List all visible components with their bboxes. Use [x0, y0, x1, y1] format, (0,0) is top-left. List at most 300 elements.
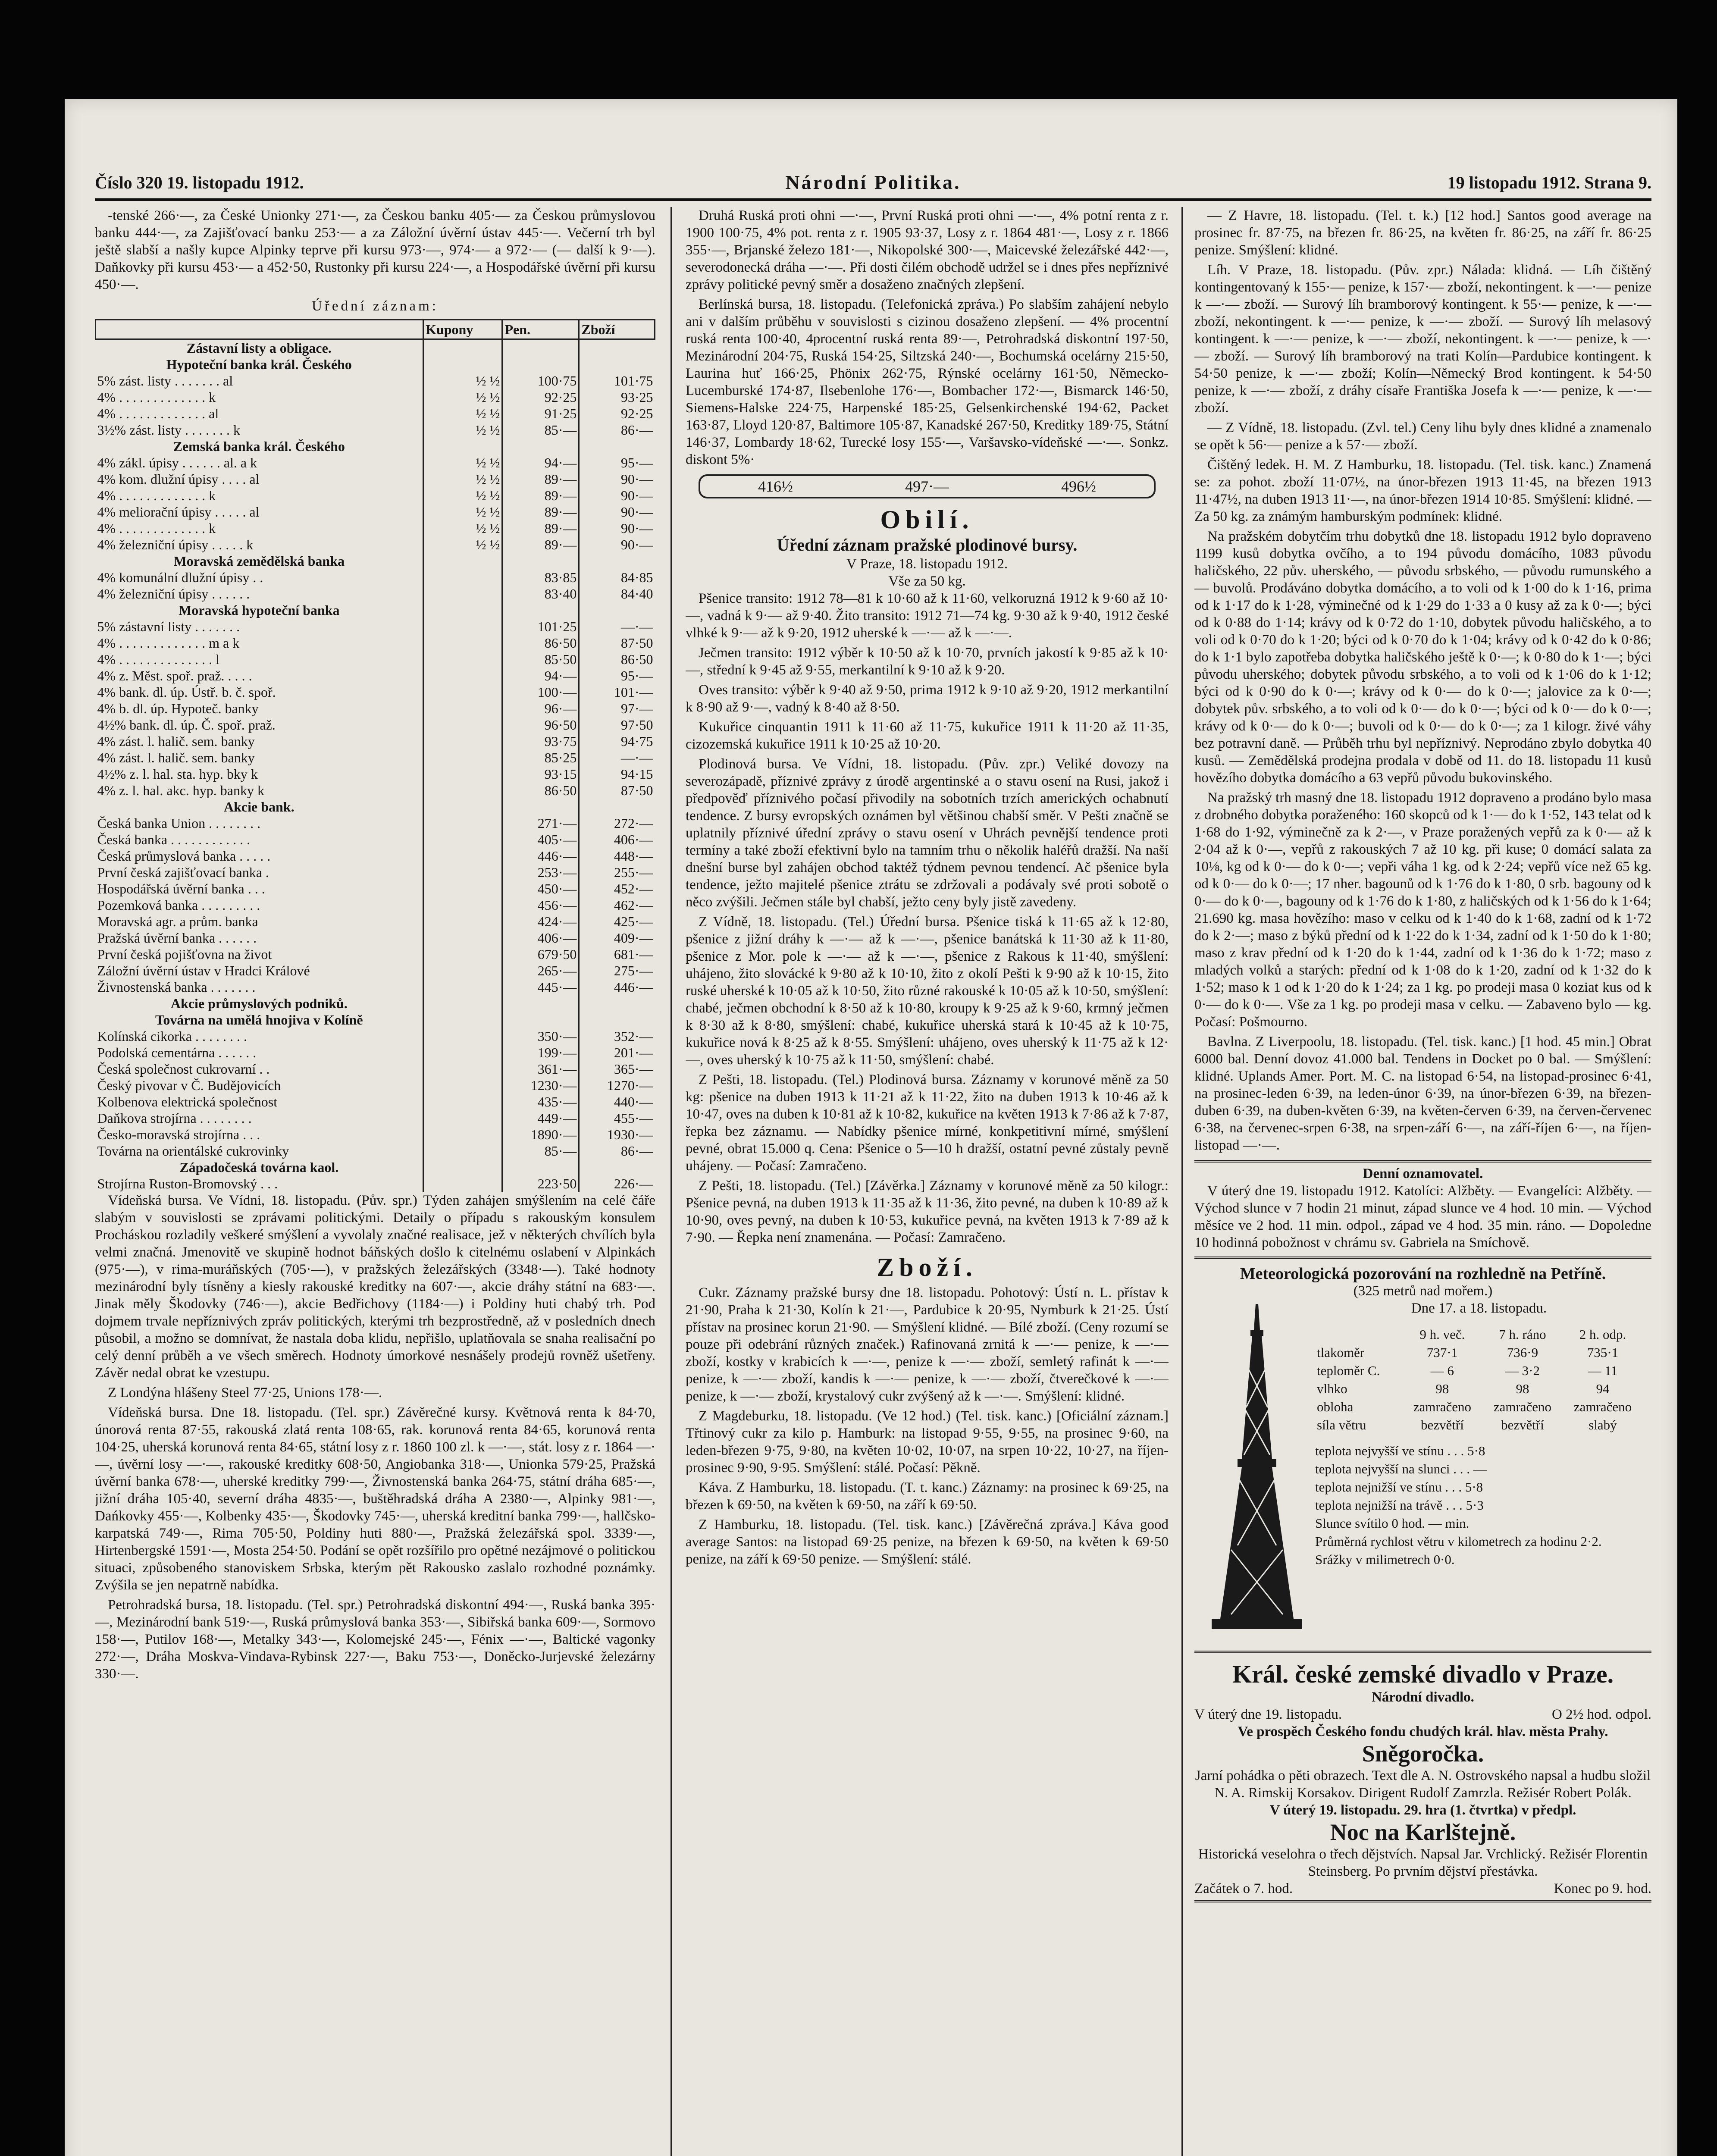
- quote-money: 446·—: [502, 848, 579, 864]
- meteo-date: Dne 17. a 18. listopadu.: [1411, 1300, 1547, 1316]
- quote-goods: 226·—: [579, 1175, 655, 1192]
- quote-coupons: [423, 717, 502, 733]
- quotes-table-row: [96, 1126, 655, 1143]
- quotes-table-row: [96, 405, 655, 422]
- quotes-table-row: [96, 913, 655, 930]
- quotes-table-row: [96, 995, 655, 1012]
- quote-coupons: [423, 356, 502, 373]
- quote-name: 4½% bank. dl. úp. Č. spoř. praž.: [97, 717, 276, 733]
- meteo-value: bezvětří: [1420, 1417, 1464, 1432]
- article-paragraph: Z Londýna hlášeny Steel 77·25, Unions 178·—.: [108, 1385, 382, 1401]
- quote-coupons: [423, 766, 502, 782]
- quote-name: Záložní úvěrní ústav v Hradci Králové: [97, 963, 310, 978]
- quote-name: Zástavní listy a obligace.: [186, 340, 332, 356]
- quote-coupons: ½ ½: [423, 373, 502, 389]
- column-rule: [1181, 207, 1183, 2156]
- quote-goods: 84·40: [579, 586, 655, 602]
- quote-name: 4% kom. dlužní úpisy . . . . al: [97, 471, 260, 487]
- petrin-tower-icon: [1207, 1304, 1307, 1632]
- quote-money: 96·—: [502, 700, 579, 717]
- quotes-table-row: [96, 553, 655, 569]
- quotes-table-row: [96, 618, 655, 635]
- quote-coupons: [423, 864, 502, 881]
- quote-coupons: ½ ½: [423, 536, 502, 553]
- quote-goods: [579, 799, 655, 815]
- quotes-table-row: [96, 602, 655, 618]
- price-bar-value: 416½: [758, 478, 793, 495]
- quote-money: 89·—: [502, 520, 579, 536]
- quote-goods: 201·—: [579, 1044, 655, 1061]
- quote-name: Továrna na orientálské cukrovinky: [97, 1143, 289, 1159]
- quotes-table-row: [96, 586, 655, 602]
- theatre-benefit: Ve prospěch Českého fondu chudých král. hlav. města Prahy.: [1238, 1724, 1608, 1739]
- quote-money: 89·—: [502, 504, 579, 520]
- quotes-table-row: [96, 979, 655, 995]
- obili-date: V Praze, 18. listopadu 1912.: [846, 556, 1008, 572]
- quote-name: 4% zákl. úpisy . . . . . . al. a k: [97, 455, 257, 470]
- meteo-col-label: 7 h. ráno: [1499, 1327, 1546, 1342]
- meteo-extra-line: teplota nejvyšší na slunci . . . —: [1315, 1461, 1487, 1476]
- cotton-report: Bavlna. Z Liverpoolu, 18. listopadu. (Tel. tisk. kanc.) [1 hod. 45 min.] Obrat 6000 bal. Denní dovoz 41.000 bal. Tendens in Docket po 0 bal. — Smýšlení: klidné. Uplands Amer. Port. M. C. na listopad 6·54, na listopad-prosinec 6·41, na prosinec-leden 6·39, na leden-únor 6·39, na únor-březen 6·39, na březen-duben 6·39, na duben-květen 6·39, na květen-červen 6·39, na červen-červenec 6·38, na červenec-srpen 6·38, na srpen-září 6·—, na září-říjen 6·—, na říjen-listopad —·—.: [1194, 1034, 1651, 1153]
- quotes-table-row: [96, 1044, 655, 1061]
- quote-coupons: ½ ½: [423, 487, 502, 504]
- quotes-table-row: [96, 504, 655, 520]
- quotes-table-row: [96, 831, 655, 848]
- quote-coupons: [423, 1012, 502, 1028]
- quote-money: [502, 339, 579, 357]
- meat-market-report: Na pražský trh masný dne 18. listopadu 1912 dopraveno a prodáno bylo masa z drobného dobytka poraženého: 160 skopců od k 1·— do k 1·52, 143 telat od k 1·68 do 1·92, výminečně za k 2·—, v Praze poražených vepřů za k 0·— až k 2·04 až k 0·—, vepřů z rakouských 7 až 10 kg. při kuse; 0 domácí salata za 10⅛, kg od k 0·— do k 0·—; vepři váha 1 kg. od k 2·24; vepřů více než 65 kg. od k 0·— do k 0·—; 17 nher. bagounů od k 1·76 do k 1·80, 0 srb. bagouny od k 0·— do k 0·—, bagouny od k 1·76 do k 1·80, z haličských od k 1·56 do k 1·64; 21.690 kg. masa hovězího: maso v celku od k 1·40 do k 1·68, zadní od k 1·72 do k 2·—; maso z býků přední od k 1·22 do k 1·34, zadní od k 1·50 do k 1·80; maso z krav přední od k 1·20 do k 1·44, zadní od k 1·36 do k 1·72; maso z mladých volků a starých: přední od k 1·08 do k 1·20, zadní od k 1·32 do k 1·52; maso k 1 od k 1·20 do k 1·24; za 1 kg. po prodeji masa 0 koziat kus od k 0·— do k 0·—. Vše za 1 kg. po prodeji masa v celku. — Zabaveno bylo — kg. Počasí: Pošmourno.: [1194, 790, 1651, 1030]
- quotes-table-row: [96, 897, 655, 913]
- quote-goods: [579, 339, 655, 357]
- quote-coupons: ½ ½: [423, 520, 502, 536]
- quotes-table-body: [96, 339, 655, 1192]
- quote-coupons: [423, 339, 502, 357]
- theatre-performance-line: [1194, 1706, 1651, 1723]
- quotes-table-row: [96, 733, 655, 749]
- quote-coupons: [423, 1077, 502, 1094]
- quotes-table-row: [96, 717, 655, 733]
- quote-goods: 1270·—: [579, 1077, 655, 1094]
- col2-intro: Druhá Ruská proti ohni —·—, První Ruská proti ohni —·—, 4% potní renta z r. 1900 100·75, 4% pot. renta z r. 1905 93·37, Losy z r. 1864 481·—, Losy z r. 1866 355·—, Brjanské železo 181·—, Nikopolské 300·—, Maicevské železářské 442·—, severodonecká dráha —·—. Při dosti čilém obchodě udržel se i dnes přes nepříznivé zprávy politické pevný směr a dosaženo značných zlepšení.: [686, 208, 1169, 292]
- quote-name: 4% b. dl. úp. Hypoteč. banky: [97, 701, 259, 716]
- meteo-row: [1315, 1344, 1643, 1362]
- quote-money: 86·50: [502, 782, 579, 799]
- quotes-table-row: [96, 1028, 655, 1044]
- quote-money: 253·—: [502, 864, 579, 881]
- quote-goods: [579, 438, 655, 454]
- quote-coupons: [423, 733, 502, 749]
- meteo-row: [1315, 1380, 1643, 1398]
- meteo-value: 98: [1435, 1381, 1449, 1396]
- quote-goods: 440·—: [579, 1094, 655, 1110]
- quote-name: Česká banka Union . . . . . . . .: [97, 815, 261, 831]
- quotes-table-row: [96, 454, 655, 471]
- quote-money: 100·—: [502, 684, 579, 700]
- meteo-value: zamračeno: [1573, 1399, 1632, 1414]
- quote-name: Akcie bank.: [223, 799, 295, 815]
- quote-coupons: [423, 799, 502, 815]
- quote-coupons: ½ ½: [423, 454, 502, 471]
- quote-goods: 97·—: [579, 700, 655, 717]
- quote-money: 449·—: [502, 1110, 579, 1126]
- quote-coupons: [423, 1044, 502, 1061]
- quote-name: Česká banka . . . . . . . . . . . .: [97, 832, 251, 847]
- page-header: [95, 168, 1651, 201]
- quote-goods: 425·—: [579, 913, 655, 930]
- quote-money: 92·25: [502, 389, 579, 405]
- quote-money: 89·—: [502, 471, 579, 487]
- berlin-bourse: Berlínská bursa, 18. listopadu. (Telefonická zpráva.) Po slabším zahájení nebylo ani v dalším průběhu v souvislosti s cizinou dosaženo zlepšení. — 4% procentní ruská renta 100·40, 4procentní ruská renta 89·—, Petrohradská diskontní 197·50, Mezinárodní 204·75, Ruská 154·25, Siltzská 240·—, Bochumská ocelárny 215·50, Laurina huť 166·25, Phönix 262·75, Rýnské ocelárny 161·50, Německo-Lucemburské 174·87, Ilsebenlohe 176·—, Bombacher 172·—, Bismarck 146·50, Siemens-Halske 224·75, Harpenské 185·25, Gelsenkirchenské 194·62, Packet 163·87, Lloyd 120·87, Baltimore 105·87, Kanadské 267·50, Kreditky 189·75, Státní 146·37, Lombardy 18·62, Turecké losy 155·—, Varšavsko-vídeňské —·—. Sonkz. diskont 5%·: [686, 297, 1169, 467]
- obili-paragraph: Z Vídně, 18. listopadu. (Tel.) Úřední bursa. Pšenice tiská k 11·65 až k 12·80, pšenice z jižní dráhy k —·— až k —·—, pšenice banátská k 11·30 až k 11·80, pšenice z Mor. pole k —·— až k —·—, pšenice z Rakous k 11·40, smýšlení: uhájeno, žito slovácké k 9·80 až k 10·10, žito z okolí Pešti k 9·90 až k 10·15, žito ruské uherské k 10·05 až k 10·50, žito různé rakouské k 10·05 až k 10·50, smýšlení: chabé, ječmen obchodní k 8·50 až k 10·80, kroupy k 9·25 až k 9·60, krmný ječmen k 8·30 až k 8·80, smýšlení: chabé, kukuřice uherská stará k 10·45 až k 10·75, kukuřice nová k 8·25 až k 8·55. Smýšlení: uhájeno, oves uherský k 11·75 až k 12·—, oves uherský k 10·75 až k 11·50, smýšlení: chabé.: [686, 914, 1169, 1068]
- quote-money: 1890·—: [502, 1126, 579, 1143]
- play-description: Jarní pohádka o pěti obrazech. Text dle A. N. Ostrovského napsal a hudbu složil N. A. Rimskij Korsakov. Dirigent Rudolf Zamrzla. Režisér Robert Polák.: [1195, 1768, 1651, 1801]
- quote-goods: 409·—: [579, 930, 655, 946]
- quote-goods: 452·—: [579, 881, 655, 897]
- quote-coupons: [423, 553, 502, 569]
- quote-name: Hypoteční banka král. Českého: [166, 357, 352, 372]
- meteo-extra-line: teplota nejnižší ve stínu . . . 5·8: [1315, 1479, 1483, 1495]
- meteo-extra-line: Slunce svítilo 0 hod. — min.: [1315, 1516, 1469, 1531]
- quote-goods: 94·15: [579, 766, 655, 782]
- quote-coupons: [423, 667, 502, 684]
- lih-vienna-report: — Z Vídně, 18. listopadu. (Zvl. tel.) Ceny lihu byly dnes klidné a znamenalo se opět k 56·— penize a k 57·— zboží.: [1194, 420, 1651, 453]
- quote-money: 424·—: [502, 913, 579, 930]
- meteo-value: 98: [1516, 1381, 1529, 1396]
- quote-money: 94·—: [502, 667, 579, 684]
- quote-goods: 255·—: [579, 864, 655, 881]
- quotes-table: [95, 319, 655, 1192]
- quote-name: 4% . . . . . . . . . . . . . . l: [97, 652, 220, 667]
- quote-money: 271·—: [502, 815, 579, 831]
- quote-goods: [579, 1159, 655, 1175]
- theatre-end: Konec po 9. hod.: [1554, 1881, 1651, 1896]
- quote-name: 4% . . . . . . . . . . . . . m a k: [97, 635, 240, 651]
- meteo-value: 736·9: [1507, 1345, 1538, 1360]
- quote-name: Moravská zemědělská banka: [173, 553, 345, 569]
- theatre-start: Začátek o 7. hod.: [1194, 1881, 1293, 1896]
- zbozi-paragraph: Z Magdeburku, 18. listopadu. (Ve 12 hod.) (Tel. tisk. kanc.) [Oficiální záznam.] Třtinový cukr za kilo p. Hamburk: na listopad 9·55, 9·55, na prosinec 9·60, na leden-březen 9·75, 9·80, na květen 10·02, 10·07, na srpen 10·22, 10·27, na říjen-prosinec 9·90, 9·95. Smýšlení: stálé. Počasí: Pěkně.: [686, 1408, 1169, 1476]
- meteo-value: — 6: [1430, 1363, 1454, 1378]
- obili-paragraph: Z Pešti, 18. listopadu. (Tel.) Plodinová bursa. Záznamy v korunové měně za 50 kg: pšenice na duben 1913 k 11·21 až k 11·22, žito na duben 1913 k 10·46 až k 10·47, oves na duben k 10·81 až k 10·82, kukuřice na květen 1913 k 7·86 až k 7·87, řepka bez záznamu. — Nabídky pšenice mírné, konkpetitivní mírné, smýšlení pevné, obrat 15.000 q. Cena: Pšenice o 5—10 h dražší, ostatní pevné zůstaly pevně uhájeny. — Počasí: Zamračeno.: [686, 1072, 1169, 1174]
- quote-money: 101·25: [502, 618, 579, 635]
- quote-goods: 406·—: [579, 831, 655, 848]
- quote-money: 85·—: [502, 1143, 579, 1159]
- quotes-table-row: [96, 962, 655, 979]
- quote-goods: [579, 553, 655, 569]
- quote-coupons: [423, 1159, 502, 1175]
- quote-name: 4% zást. l. halič. sem. banky: [97, 750, 255, 765]
- meteo-col-label: 2 h. odp.: [1579, 1327, 1626, 1342]
- quotes-table-row: [96, 520, 655, 536]
- havre-report: — Z Havre, 18. listopadu. (Tel. t. k.) [12 hod.] Santos good average na prosinec fr. 87·75, na březen fr. 86·25, na květen fr. 86·25, na září fr. 86·25 penize. Smýšlení: klidné.: [1194, 208, 1651, 258]
- meteo-value: zamračeno: [1413, 1399, 1472, 1414]
- article-paragraph: Vídeňská bursa. Dne 18. listopadu. (Tel. spr.) Závěrečné kursy. Květnová renta k 84·70, únorová renta 87·55, rakouská zlatá renta 108·65, rak. korunová renta 84·65, korunová renta 104·25, uherská korunová renta 84·65, státní losy z r. 1860 100 zl. k —·—, stát. losy z r. 1864 —·—, úvěrní losy —·—, rakouské kreditky 608·50, Angiobanka 318·—, Unionka 579·25, Pražská úvěrní banka 678·—, uherské kreditky 799·—, Živnostenská banka 264·75, státní dráha 685·—, jižní dráha 105·40, severní dráha 4835·—, buštěhradská dráha A 2380·—, Alpinky 981·—, Dańkovky 455·—, Kolbenky 435·—, Škodovky 745·—, uherská kreditní banka 799·—, hallčsko-karpatská 749·—, Rima 705·50, Poldiny huti 880·—, Pražská železářská spol. 3339·—, Hirtenbergské 1591·—, Mosta 254·50. Podání se opět rozšířilo pro opětné nezájmové o politickou situaci, způsobeného stanoviskem Srbska, kterým pět Rakousko zaslalo rozhodné poznámky. Zvýšila se jen nepatrně nabídka.: [95, 1405, 655, 1593]
- quote-money: 85·—: [502, 422, 579, 438]
- quote-name: 4% komunální dlužní úpisy . .: [97, 570, 263, 585]
- quote-money: 350·—: [502, 1028, 579, 1044]
- quote-goods: 90·—: [579, 471, 655, 487]
- quotes-table-row: [96, 339, 655, 357]
- theatre-title: Král. české zemské divadlo v Praze.: [1232, 1660, 1614, 1688]
- cattle-market-report: Na pražském dobytčím trhu dobytků dne 18. listopadu 1912 bylo dopraveno 1199 kusů dobytka ovčího, a to 194 původu domácího, 1083 původu haličského, 22 pův. uherského, — původu srbského, — původu rumunského a — buvolů. Prodáváno dobytka domácího, a to voli od k 1·00 do k 1·16, prima od k 1·17 do k 1·28, výminečné od k 1·29 do 1·33 a 0 kusy až za k 0·—; býci od k 0·88 do 1·14; krávy od k 0·72 do 1·10, dobytek původu haličského, a to voli od k 0·70 do k 1·20; býci od k 0·70 do k 1·04; krávy od k 0·42 do k 0·86; do k 1·1 bylo zapotřeba dobytka haličského ještě k 0·—; k 0·80 do k 1·—; býci původu uherského; dobytek původu srbského, a to voli od k 1·06 do k 1·12; býci od k 0·90 do k 0·—; krávy od k 0·— do k 0·—; jalovice za k 0·—; dobytek pův. srbského, a to voli od k 0·— do k 0·—; býci od k 0·— do k 0·—; krávy od k 0·— do k 0·—; buvoli od k 0·— do k 0·—; za 1 kilogr. živé váhy bez potravní daně. — Průběh trhu byl nepříznivý. Neprodáno zbylo dobytka 40 kusů. — Zemědělská prodejna prodala v době od 11. do 18. listopadu 11 kusů hovězího dobytka domácího a 63 vepřů původu bukovinského.: [1194, 529, 1651, 786]
- quote-coupons: [423, 782, 502, 799]
- quote-money: 91·25: [502, 405, 579, 422]
- quote-name: Daňkova strojírna . . . . . . . .: [97, 1110, 252, 1126]
- header-left: Číslo 320 19. listopadu 1912.: [95, 173, 304, 192]
- quote-name: Strojírna Ruston-Bromovský . . .: [97, 1176, 278, 1191]
- price-bar-value: 497·—: [905, 478, 949, 495]
- quote-coupons: [423, 962, 502, 979]
- quote-money: 93·75: [502, 733, 579, 749]
- quote-coupons: [423, 815, 502, 831]
- meteo-extra-line: teplota nejvyšší ve stínu . . . 5·8: [1315, 1443, 1485, 1458]
- quote-name: Česká průmyslová banka . . . . .: [97, 848, 271, 864]
- quotes-table-row: [96, 881, 655, 897]
- quote-name: Český pivovar v Č. Budějovicích: [97, 1078, 281, 1093]
- quote-money: 445·—: [502, 979, 579, 995]
- quote-money: [502, 995, 579, 1012]
- zbozi-paragraph: Cukr. Záznamy pražské bursy dne 18. listopadu. Pohotový: Ústí n. L. přístav k 21·90, Praha k 21·30, Kolín k 21·—, Pardubice k 20·95, Nymburk k 21·25. Ústí přístav na prosinec korun 21·90. — Smýšlení klidné. — Bílé zboží. (Ceny rozumí se pouze při odebrání různých značek.) Rafinovaná zrnitá k —·— penize, k —·— zboží, kostky v krabicích k —·—, penize k —·— zboží, semletý rafinát k —·— penize, k —·— zboží, kandis k —·— penize, k —·— zboží, čtverečkové k —·— penize, k —·— zboží, krystalový cukr zvýšený až k —·—. Smýšlení: klidné.: [686, 1285, 1169, 1404]
- zbozi-articles: [686, 1284, 1169, 1568]
- quote-name: Kolínská cikorka . . . . . . . .: [97, 1028, 247, 1044]
- quote-coupons: [423, 946, 502, 962]
- quote-coupons: [423, 1094, 502, 1110]
- quote-coupons: [423, 586, 502, 602]
- meteo-value: — 11: [1588, 1363, 1618, 1378]
- quote-name: Česká společnost cukrovarní . .: [97, 1061, 270, 1077]
- quotes-table-row: [96, 1077, 655, 1094]
- quotes-table-row: [96, 389, 655, 405]
- quotes-header-cell: Pen.: [502, 320, 579, 339]
- meteo-extra-line: Srážky v milimetrech 0·0.: [1315, 1552, 1455, 1567]
- column-1: [95, 207, 655, 2156]
- meteo-value: bezvětří: [1501, 1417, 1544, 1432]
- header-masthead: Národní Politika.: [785, 171, 961, 193]
- quote-name: Moravská agr. a prům. banka: [97, 914, 258, 929]
- quote-money: [502, 553, 579, 569]
- meteo-value: 94: [1596, 1381, 1610, 1396]
- meteo-row-label: tlakoměr: [1317, 1345, 1365, 1360]
- quote-money: 93·15: [502, 766, 579, 782]
- daily-calendar: [1194, 1160, 1651, 1259]
- ledek-report: Čištěný ledek. H. M. Z Hamburku, 18. listopadu. (Tel. tisk. kanc.) Znamená se: za pohot. zboží 11·07½, na únor-březen 1913 11·45, na březen 1913 11·47½, na duben 1913 11·—, na únor-březen 1914 10·85. Smýšlení: klidné. — Za 50 kg. za známým hamburským podmínek: klidné.: [1194, 457, 1651, 524]
- quote-name: 4% železniční úpisy . . . . . .: [97, 586, 250, 602]
- quote-name: Pozemková banka . . . . . . . . .: [97, 897, 260, 913]
- meteo-title: Meteorologická pozorování na rozhledně na Petříně.: [1240, 1265, 1606, 1283]
- quote-name: 5% zástavní listy . . . . . . .: [97, 619, 240, 634]
- quote-goods: 275·—: [579, 962, 655, 979]
- quotes-table-row: [96, 635, 655, 651]
- quote-name: Hospodářská úvěrní banka . . .: [97, 881, 265, 896]
- meteo-table: [1315, 1326, 1643, 1434]
- theatre-times: [1194, 1880, 1651, 1897]
- quotes-table-row: [96, 373, 655, 389]
- quote-name: 4% meliorační úpisy . . . . . al: [97, 504, 260, 520]
- lih-report: Líh. V Praze, 18. listopadu. (Pův. zpr.) Nálada: klidná. — Líh čištěný kontingentovaný k 155·— penize, k 157·— zboží, nekontingent. k —·— penize k —·— zboží. — Surový líh bramborový kontingent. k 55·— penize, k —·— zboží, nekontingent. k —·— penize, k —·— zboží. — Surový líh melasový kontingent. k —·— penize, k —·— zboží, nekontingent. k —·— penize, k —·— zboží. — Surový líh bramborový na trati Kolín—Pardubice kontingent. k 54·50 penize, k —·— zboží; Kolín—Německý Brod kontingent. k 54·50 penize, k —·— zboží, z dráhy císaře Františka Josefa k —·— penize, k —·— zboží.: [1194, 262, 1651, 416]
- quote-money: 435·—: [502, 1094, 579, 1110]
- quote-money: [502, 602, 579, 618]
- quote-coupons: [423, 438, 502, 454]
- meteo-row-label: vlhko: [1317, 1381, 1347, 1396]
- quote-money: 89·—: [502, 536, 579, 553]
- meteo-row-label: obloha: [1317, 1399, 1354, 1414]
- obili-unit: Vše za 50 kg.: [888, 573, 966, 589]
- column-2: [686, 207, 1169, 2156]
- quote-name: Továrna na umělá hnojiva v Kolíně: [155, 1012, 363, 1028]
- meteo-block: [1194, 1300, 1651, 1645]
- obili-paragraph: Z Pešti, 18. listopadu. (Tel.) [Závěrka.] Záznamy v korunové měně za 50 kilogr.: Pšenice pevná, na duben 1913 k 11·35 až k 11·36, žito pevné, na duben k 10·89 až k 10·90, oves pevný, na duben k 10·53, kukuřice pevná, na květen 1913 k 7·89 až k 7·90. — Řepka není znamenána. — Počasí: Zamračeno.: [686, 1178, 1169, 1245]
- quotes-header-cell: Kupony: [423, 320, 502, 339]
- obili-heading: Obilí.: [880, 505, 974, 534]
- quote-coupons: [423, 1028, 502, 1044]
- quote-money: 199·—: [502, 1044, 579, 1061]
- quote-goods: 365·—: [579, 1061, 655, 1077]
- quote-goods: 448·—: [579, 848, 655, 864]
- quote-coupons: [423, 618, 502, 635]
- quote-money: [502, 438, 579, 454]
- meteo-value: zamračeno: [1493, 1399, 1552, 1414]
- quotes-table-row: [96, 864, 655, 881]
- theatre-time: O 2½ hod. odpol.: [1552, 1707, 1651, 1722]
- quote-name: První česká zajišťovací banka .: [97, 865, 269, 880]
- calendar-title: Denní oznamovatel.: [1363, 1166, 1483, 1181]
- quote-goods: 90·—: [579, 520, 655, 536]
- meteo-row: [1315, 1362, 1643, 1380]
- obili-paragraph: Plodinová bursa. Ve Vídni, 18. listopadu. (Pův. zpr.) Veliké dovozy na severozápadě, příznivé zprávy z úrodě argentinské a o stavu osení na Rusi, jakož i předpověď příznivého počasí přivodily na sobotních trzích amerických ochabnutí tendence. Z bursy evropských oznámen byl většinou chabší směr. V Pešti značně se uplatnily příznivé úřední zprávy o stavu osení v Uhrách pevnější tendence proti termíny a také zboží efektivní bylo na tamním trhu o několik haléřů dražší. Na naší dnešní burse byl zahájen obchod taktéž týdnem pevnou tendencí. Ač pšenice byla tendence, ježto majitelé pšenice ztrátu se zdržovali a podávaly své proti sobotě o něco zvýšili. Ječmen stále byl chabší, ježto ceny byly jistě zavedeny.: [686, 756, 1169, 910]
- theatre-date: V úterý dne 19. listopadu.: [1194, 1707, 1342, 1722]
- quote-money: 94·—: [502, 454, 579, 471]
- quote-goods: 90·—: [579, 504, 655, 520]
- quote-goods: 87·50: [579, 782, 655, 799]
- quote-goods: 86·—: [579, 422, 655, 438]
- quote-money: 406·—: [502, 930, 579, 946]
- quote-coupons: [423, 897, 502, 913]
- quote-money: 450·—: [502, 881, 579, 897]
- price-bar-value: 496½: [1061, 478, 1096, 495]
- quote-money: 405·—: [502, 831, 579, 848]
- quote-coupons: [423, 1143, 502, 1159]
- quote-name: 4% . . . . . . . . . . . . . k: [97, 389, 216, 405]
- quotes-header-cell: [96, 320, 423, 339]
- quotes-table-row: [96, 848, 655, 864]
- quotes-table-row: [96, 1012, 655, 1028]
- quote-goods: 97·50: [579, 717, 655, 733]
- theatre-evening-line: V úterý 19. listopadu. 29. hra (1. čtvrtka) v předpl.: [1269, 1802, 1576, 1818]
- quotes-table-row: [96, 487, 655, 504]
- theatre-listing: [1194, 1651, 1651, 1902]
- calendar-text: V úterý dne 19. listopadu 1912. Katolíci: Alžběty. — Evangelíci: Alžběty. — Východ slunce v 7 hodin 21 minut, západ slunce ve 4 hod. 10 min. — Východ měsíce ve 2 hod. 11 min. odpol., západ ve 4 hod. 35 min. ráno. — Dopoledne 10 hodinná pobožnost v chrámu sv. Gabriela na Smíchově.: [1194, 1183, 1651, 1250]
- play-title: Sněgoročka.: [1362, 1741, 1484, 1767]
- obili-articles: [686, 590, 1169, 1246]
- quote-coupons: [423, 1175, 502, 1192]
- meteo-col-label: 9 h. več.: [1419, 1327, 1465, 1342]
- quote-money: 361·—: [502, 1061, 579, 1077]
- meteo-value: slabý: [1589, 1417, 1617, 1432]
- meteo-row: [1315, 1416, 1643, 1434]
- meteo-height: (325 metrů nad mořem.): [1353, 1283, 1493, 1299]
- quote-coupons: [423, 881, 502, 897]
- quotes-table-row: [96, 422, 655, 438]
- quotes-table-row: [96, 651, 655, 667]
- play-title: Noc na Karlštejně.: [1330, 1819, 1516, 1845]
- quote-coupons: ½ ½: [423, 405, 502, 422]
- quote-goods: 84·85: [579, 569, 655, 586]
- quote-money: 265·—: [502, 962, 579, 979]
- quote-name: Zemská banka král. Českého: [173, 439, 345, 454]
- meteo-row-label: síla větru: [1317, 1417, 1366, 1432]
- quote-coupons: [423, 1126, 502, 1143]
- quote-name: 4% bank. dl. úp. Ústř. b. č. spoř.: [97, 684, 276, 700]
- quote-coupons: [423, 831, 502, 848]
- quote-name: 4½% z. l. hal. sta. hyp. bky k: [97, 766, 258, 782]
- quote-goods: 101·—: [579, 684, 655, 700]
- quote-money: 83·85: [502, 569, 579, 586]
- quote-coupons: [423, 651, 502, 667]
- quotes-table-row: [96, 569, 655, 586]
- meteo-table-header: [1315, 1326, 1643, 1344]
- meteo-extra-line: teplota nejnižší na trávě . . . 5·3: [1315, 1498, 1484, 1513]
- quote-coupons: [423, 602, 502, 618]
- quotes-table-row: [96, 471, 655, 487]
- quote-money: 100·75: [502, 373, 579, 389]
- quote-money: [502, 356, 579, 373]
- quotes-table-row: [96, 1175, 655, 1192]
- quote-name: Západočeská továrna kaol.: [179, 1159, 339, 1175]
- quote-money: [502, 1159, 579, 1175]
- quotes-table-row: [96, 1110, 655, 1126]
- zbozi-paragraph: Káva. Z Hamburku, 18. listopadu. (T. t. kanc.) Záznamy: na prosinec k 69·25, na březen k 69·50, na květen k 69·50, na září k 69·50.: [686, 1480, 1169, 1513]
- quote-name: První česká pojišťovna na život: [97, 946, 272, 962]
- header-right: 19 listopadu 1912. Strana 9.: [1447, 173, 1651, 192]
- quote-name: 4% . . . . . . . . . . . . . k: [97, 488, 216, 503]
- quote-coupons: [423, 569, 502, 586]
- quotes-table-header: [96, 320, 655, 339]
- quote-name: 5% zást. listy . . . . . . . al: [97, 373, 233, 389]
- quote-goods: 462·—: [579, 897, 655, 913]
- quotes-table-row: [96, 1094, 655, 1110]
- col1-articles: [95, 1192, 655, 1683]
- obili-paragraph: Oves transito: výběr k 9·40 až 9·50, prima 1912 k 9·10 až 9·20, 1912 merkantilní k 8·90 až 9·—, vadný k 8·40 až 8·50.: [686, 682, 1169, 715]
- quote-name: Živnostenská banka . . . . . . .: [97, 979, 256, 995]
- quote-goods: 272·—: [579, 815, 655, 831]
- newspaper-page: [65, 99, 1677, 2156]
- quote-money: 85·50: [502, 651, 579, 667]
- quote-goods: 95·—: [579, 454, 655, 471]
- quotes-table-row: [96, 766, 655, 782]
- meteo-row: [1315, 1398, 1643, 1416]
- quote-goods: 93·25: [579, 389, 655, 405]
- quote-money: 96·50: [502, 717, 579, 733]
- meteo-value: — 3·2: [1505, 1363, 1540, 1378]
- quote-name: 4% z. l. hal. akc. hyp. banky k: [97, 783, 264, 798]
- quote-goods: 90·—: [579, 536, 655, 553]
- quote-coupons: [423, 700, 502, 717]
- quote-money: [502, 799, 579, 815]
- quote-coupons: [423, 749, 502, 766]
- quotes-table-title: Úřední záznam:: [312, 298, 439, 314]
- quote-goods: 681·—: [579, 946, 655, 962]
- obili-paragraph: Ječmen transito: 1912 výběr k 10·50 až k 10·70, prvních jakostí k 9·85 až k 10·—, střední k 9·45 až 9·55, merkantilní k 9·10 až k 9·20.: [686, 645, 1169, 678]
- price-bar: [699, 474, 1156, 498]
- quote-coupons: [423, 684, 502, 700]
- meteo-extra-line: Průměrná rychlost větru v kilometrech za hodinu 2·2.: [1315, 1534, 1602, 1549]
- quotes-table-row: [96, 356, 655, 373]
- quote-money: 83·40: [502, 586, 579, 602]
- quotes-table-row: [96, 536, 655, 553]
- meteo-extra: [1315, 1442, 1643, 1569]
- quote-name: Pražská úvěrní banka . . . . . .: [97, 930, 257, 946]
- quote-money: 456·—: [502, 897, 579, 913]
